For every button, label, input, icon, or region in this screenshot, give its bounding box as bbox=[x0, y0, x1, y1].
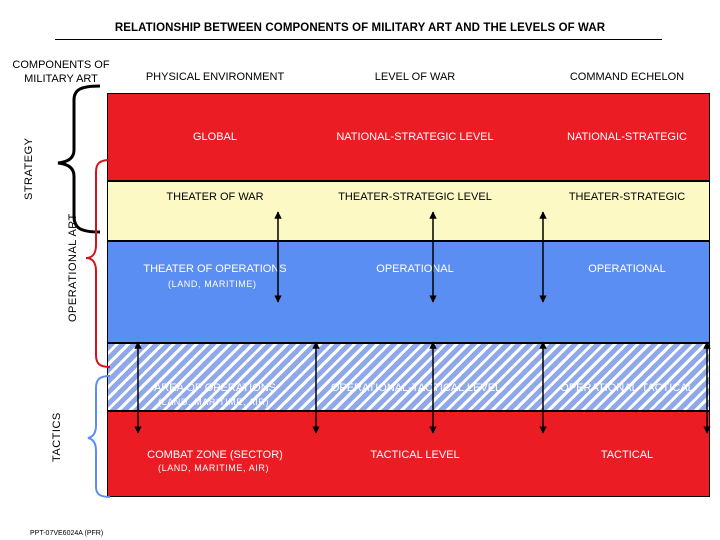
cell-combat-level: TACTICAL LEVEL bbox=[370, 449, 460, 461]
footer-code: PPT-07VE6024A (PFR) bbox=[30, 530, 104, 537]
cell-combat-environment: COMBAT ZONE (SECTOR) bbox=[147, 449, 283, 461]
cell-theater-echelon: THEATER-STRATEGIC bbox=[568, 191, 686, 203]
cell-operations-echelon: OPERATIONAL bbox=[588, 263, 666, 275]
cell-operations-sub: (LAND, MARITIME) bbox=[168, 279, 257, 289]
label-tactics: TACTICS bbox=[51, 412, 63, 462]
cell-aoo-level: OPERATIONAL-TACTICAL LEVEL bbox=[330, 382, 502, 394]
diagram-title: RELATIONSHIP BETWEEN COMPONENTS OF MILITARY ART AND THE LEVELS OF WAR bbox=[114, 22, 606, 34]
label-operational-art: OPERATIONAL ART bbox=[67, 213, 79, 322]
cell-aoo-echelon: OPERATIONAL-TACTICAL bbox=[560, 382, 694, 394]
cell-operations-level: OPERATIONAL bbox=[376, 263, 454, 275]
column-header-echelon: COMMAND ECHELON bbox=[569, 71, 685, 83]
components-label-line-2: MILITARY ART bbox=[24, 73, 98, 85]
operational-art-bracket bbox=[86, 160, 110, 367]
cell-theater-level: THEATER-STRATEGIC LEVEL bbox=[338, 191, 492, 203]
tactics-bracket bbox=[88, 376, 110, 497]
label-strategy: STRATEGY bbox=[23, 137, 35, 200]
cell-global-environment: GLOBAL bbox=[192, 131, 238, 143]
cell-aoo-sub: (LAND, MARITIME, AIR) bbox=[158, 397, 270, 407]
cell-combat-sub: (LAND, MARITIME, AIR) bbox=[158, 463, 270, 473]
cell-combat-echelon: TACTICAL bbox=[600, 449, 654, 461]
cell-operations-environment: THEATER OF OPERATIONS bbox=[143, 263, 287, 275]
column-header-environment: PHYSICAL ENVIRONMENT bbox=[145, 71, 285, 83]
column-header-level: LEVEL OF WAR bbox=[374, 71, 456, 83]
cell-theater-environment: THEATER OF WAR bbox=[166, 191, 264, 203]
strategy-bracket bbox=[58, 86, 100, 232]
components-label-line-1: COMPONENTS OF bbox=[12, 59, 110, 71]
cell-global-echelon: NATIONAL-STRATEGIC bbox=[567, 131, 687, 143]
cell-global-level: NATIONAL-STRATEGIC LEVEL bbox=[336, 131, 494, 143]
cell-aoo-environment: AREA OF OPERATIONS bbox=[153, 382, 277, 394]
